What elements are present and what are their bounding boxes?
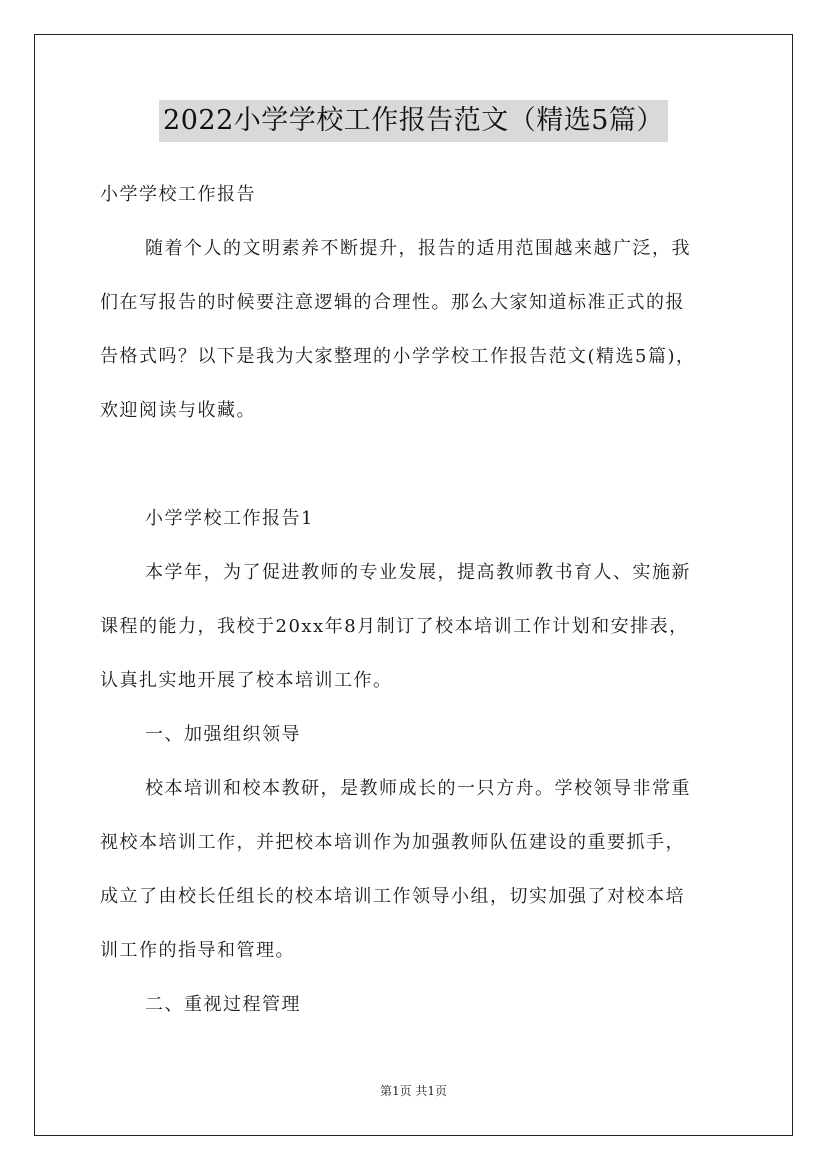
page-number: 第1页 共1页: [379, 1084, 448, 1098]
body-line: 成立了由校长任组长的校本培训工作领导小组，切实加强了对校本培: [100, 886, 685, 907]
body-line: 视校本培训工作，并把校本培训作为加强教师队伍建设的重要抓手，: [100, 832, 685, 853]
body-line: 课程的能力，我校于20xx年8月制订了校本培训工作计划和安排表，: [100, 616, 689, 637]
page-footer: [0, 1083, 827, 1099]
subsection-heading: 一、加强组织领导: [145, 724, 301, 745]
body-line: 本学年，为了促进教师的专业发展，提高教师教书育人、实施新: [145, 562, 691, 583]
title-container: [0, 100, 827, 142]
body-line: 认真扎实地开展了校本培训工作。: [100, 670, 393, 691]
body-line: 告格式吗？以下是我为大家整理的小学学校工作报告范文(精选5篇)，: [100, 346, 696, 367]
body-line: 们在写报告的时候要注意逻辑的合理性。那么大家知道标准正式的报: [100, 292, 685, 313]
body-line: 随着个人的文明素养不断提升，报告的适用范围越来越广泛，我: [145, 238, 691, 259]
body-line: 校本培训和校本教研，是教师成长的一只方舟。学校领导非常重: [145, 778, 691, 799]
body-line: 训工作的指导和管理。: [100, 940, 295, 961]
document-title: 2022小学学校工作报告范文（精选5篇）: [159, 100, 668, 142]
subsection-heading: 二、重视过程管理: [145, 994, 301, 1015]
subsection-heading: 小学学校工作报告1: [145, 508, 314, 529]
section-heading: 小学学校工作报告: [100, 184, 256, 205]
body-line: 欢迎阅读与收藏。: [100, 400, 256, 421]
